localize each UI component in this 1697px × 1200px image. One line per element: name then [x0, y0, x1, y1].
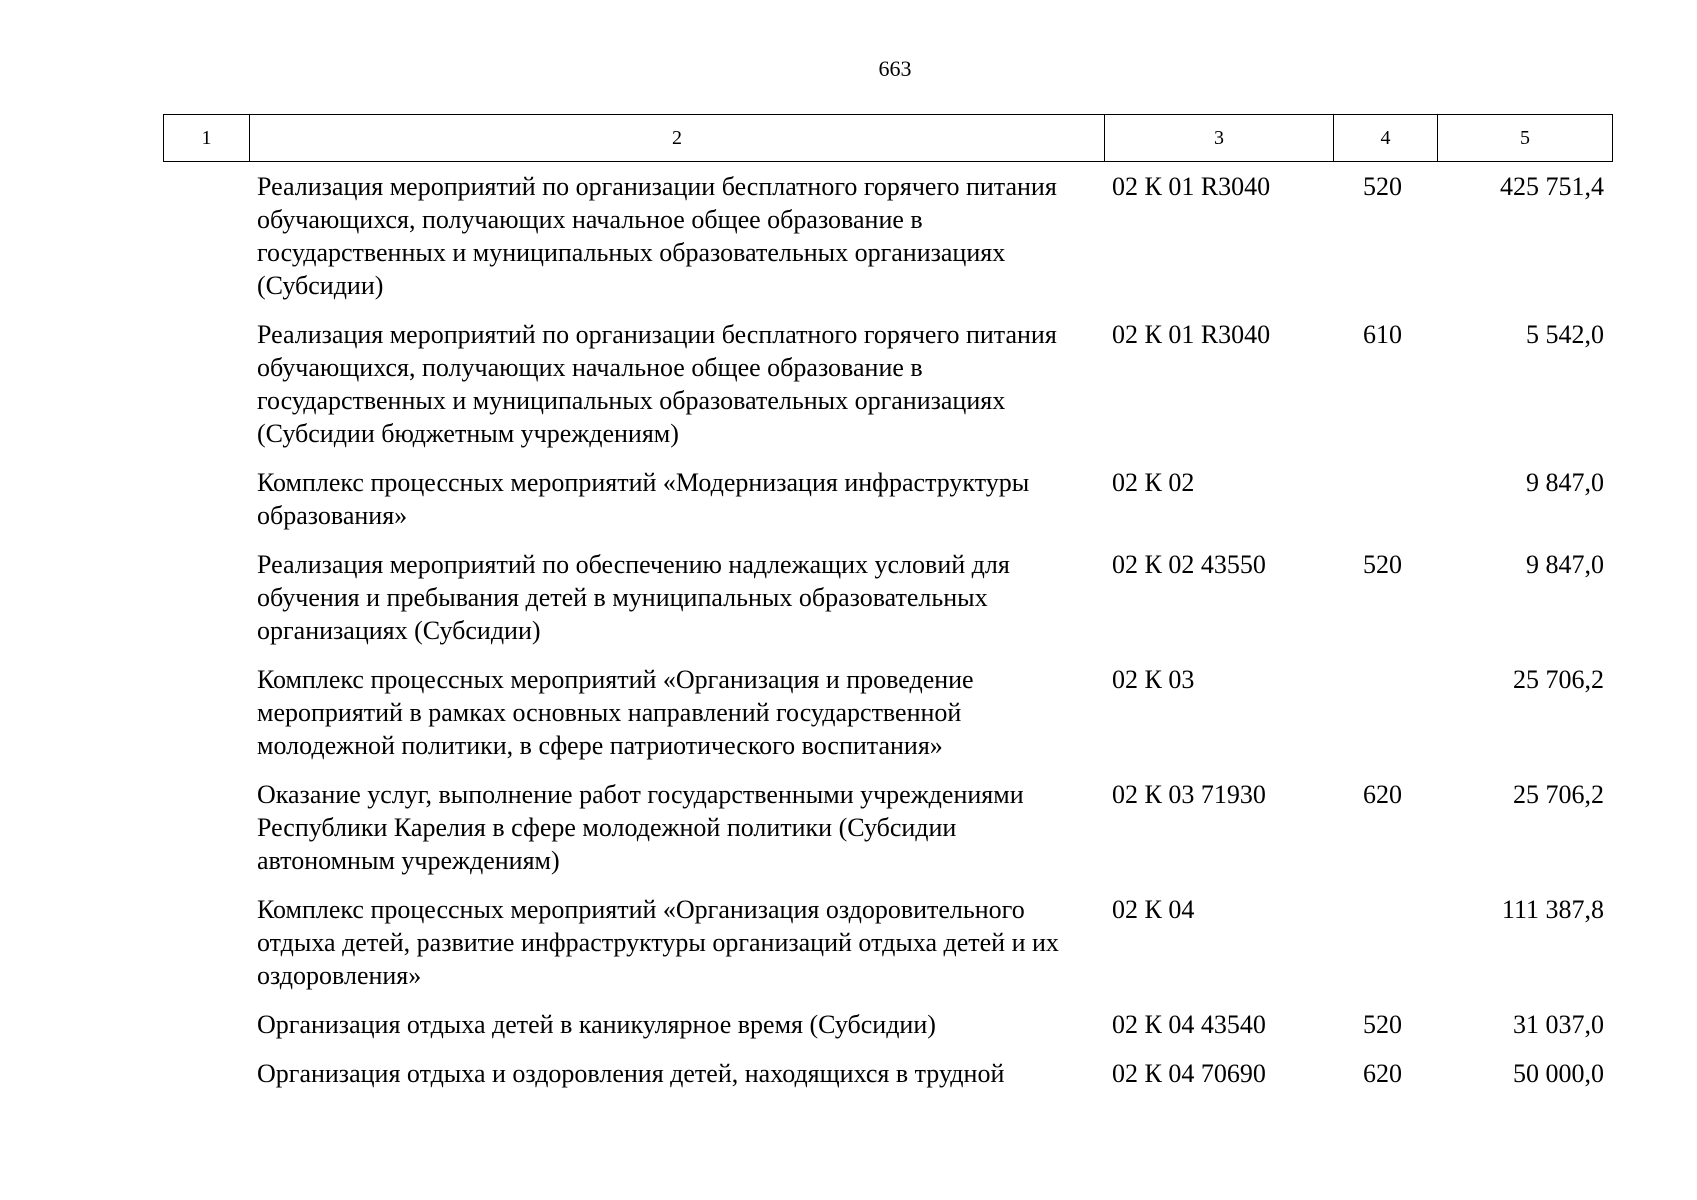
- row-amount: 25 706,2: [1513, 665, 1604, 694]
- row-amount: 9 847,0: [1526, 468, 1604, 497]
- row-name: Реализация мероприятий по обеспечению надлежащих условий для обучения и пребывания детей в муниципальных образовательных организациях (Субсидии): [257, 550, 1010, 645]
- row-name: Организация отдыха детей в каникулярное время (Субсидии): [257, 1010, 936, 1039]
- row-index-cell: [163, 318, 249, 450]
- table-row: [163, 1008, 1612, 1041]
- column-header-row: [164, 115, 1613, 162]
- row-amount: 5 542,0: [1526, 320, 1604, 349]
- row-code: 02 К 03: [1112, 665, 1195, 694]
- table-row: [163, 663, 1612, 762]
- table-row: [163, 318, 1612, 450]
- page-number: 663: [878, 56, 912, 81]
- row-index-cell: [163, 548, 249, 647]
- row-code: 02 К 03 71930: [1112, 780, 1266, 809]
- row-index-cell: [163, 1057, 249, 1090]
- row-code: 02 К 02 43550: [1112, 550, 1266, 579]
- row-type: 520: [1363, 550, 1402, 579]
- row-index-cell: [163, 170, 249, 302]
- table-row: [163, 466, 1612, 532]
- table-row: [163, 548, 1612, 647]
- column-header-5: 5: [1438, 115, 1613, 162]
- row-type: 620: [1363, 780, 1402, 809]
- table-row: [163, 893, 1612, 992]
- row-amount: 31 037,0: [1513, 1010, 1604, 1039]
- row-name: Организация отдыха и оздоровления детей, находящихся в трудной: [257, 1059, 1005, 1088]
- row-amount: 9 847,0: [1526, 550, 1604, 579]
- row-index-cell: [163, 778, 249, 877]
- row-name: Реализация мероприятий по организации бесплатного горячего питания обучающихся, получающих начальное общее образование в государственных и муниципальных образовательных организациях (Субсидии бюджетным учреждениям): [257, 320, 1057, 448]
- row-index-cell: [163, 893, 249, 992]
- row-type: [1333, 663, 1437, 762]
- column-header-3: 3: [1105, 115, 1334, 162]
- row-amount: 25 706,2: [1513, 780, 1604, 809]
- row-index-cell: [163, 663, 249, 762]
- row-amount: 425 751,4: [1500, 172, 1604, 201]
- row-code: 02 К 01 R3040: [1112, 320, 1271, 349]
- row-type: 610: [1363, 320, 1402, 349]
- row-code: 02 К 04: [1112, 895, 1195, 924]
- row-name: Комплекс процессных мероприятий «Организация оздоровительного отдыха детей, развитие инфраструктуры организаций отдыха детей и их оздоровления»: [257, 895, 1059, 990]
- row-code: 02 К 04 43540: [1112, 1010, 1266, 1039]
- row-name: Комплекс процессных мероприятий «Организация и проведение мероприятий в рамках основных направлений государственной молодежной политики, в сфере патриотического воспитания»: [257, 665, 974, 760]
- row-code: 02 К 02: [1112, 468, 1195, 497]
- row-index-cell: [163, 466, 249, 532]
- column-header-table: [163, 114, 1613, 162]
- row-type: 520: [1363, 1010, 1402, 1039]
- row-name: Комплекс процессных мероприятий «Модернизация инфраструктуры образования»: [257, 468, 1030, 530]
- table-row: [163, 778, 1612, 877]
- row-type: [1333, 893, 1437, 992]
- column-header-1: 1: [164, 115, 250, 162]
- row-amount: 111 387,8: [1501, 895, 1604, 924]
- table-body: [163, 170, 1612, 1106]
- row-index-cell: [163, 1008, 249, 1041]
- column-header-2: 2: [250, 115, 1105, 162]
- row-name: Оказание услуг, выполнение работ государственными учреждениями Республики Карелия в сфере молодежной политики (Субсидии автономным учреждениям): [257, 780, 1024, 875]
- row-name: Реализация мероприятий по организации бесплатного горячего питания обучающихся, получающих начальное общее образование в государственных и муниципальных образовательных организациях (Субсидии): [257, 172, 1057, 300]
- table-row: [163, 170, 1612, 302]
- row-code: 02 К 04 70690: [1112, 1059, 1266, 1088]
- row-code: 02 К 01 R3040: [1112, 172, 1271, 201]
- row-type: 620: [1363, 1059, 1402, 1088]
- row-type: [1333, 466, 1437, 532]
- column-header-4: 4: [1334, 115, 1438, 162]
- row-type: 520: [1363, 172, 1402, 201]
- table-row: [163, 1057, 1612, 1090]
- row-amount: 50 000,0: [1513, 1059, 1604, 1088]
